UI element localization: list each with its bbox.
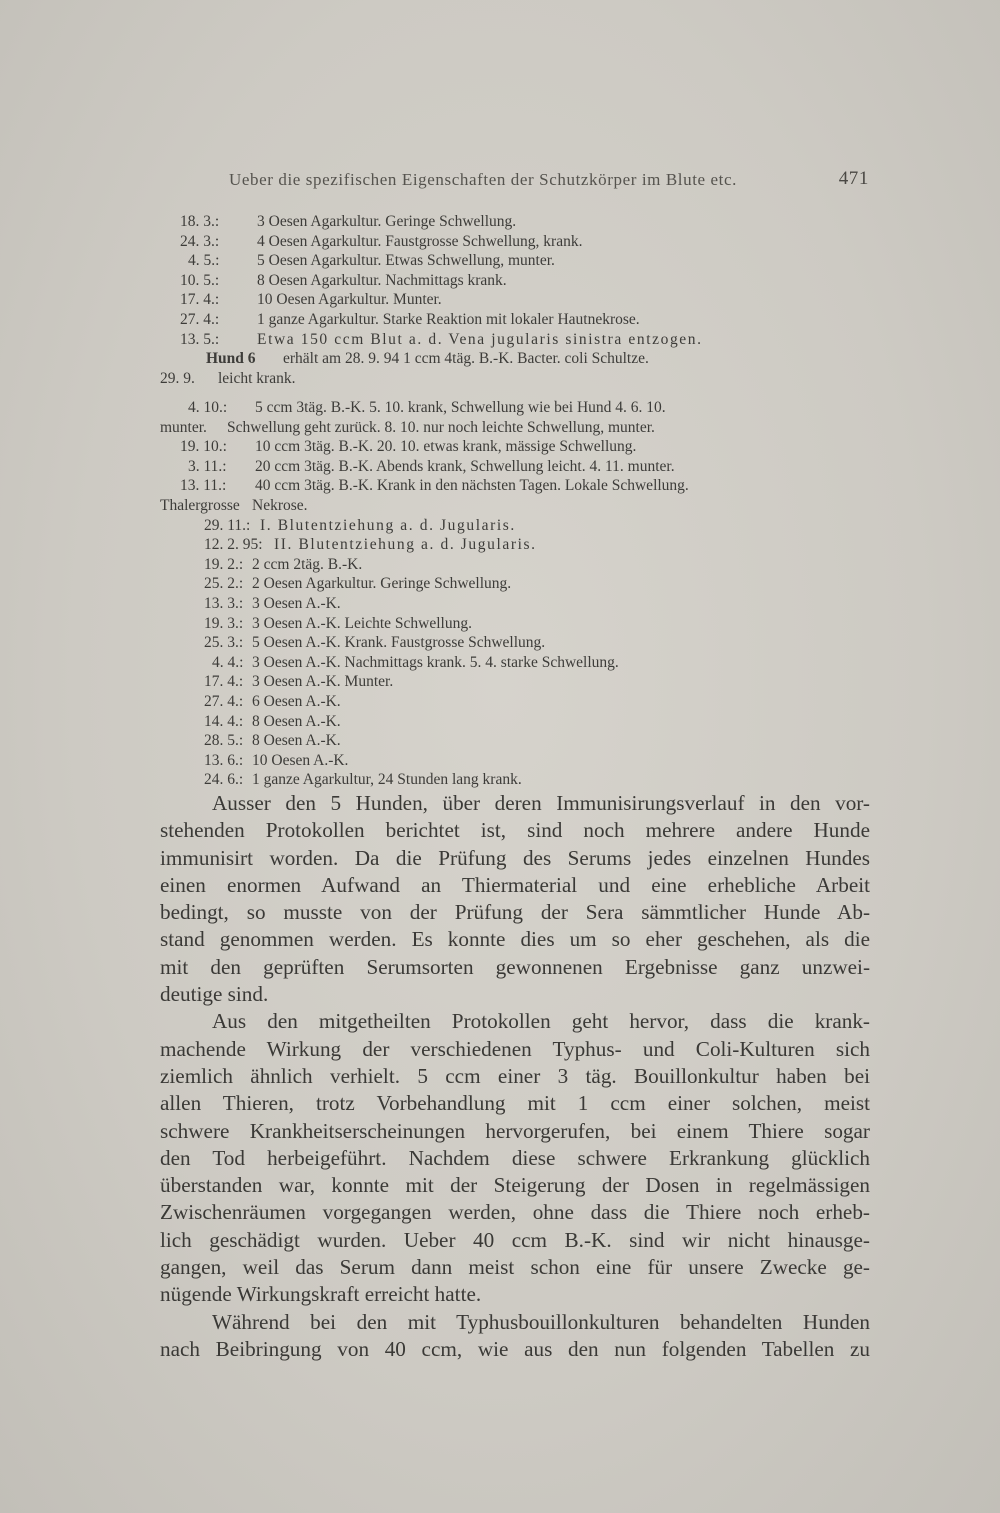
entry-date: Thalergrosse [160, 497, 240, 514]
entry-text: leicht krank. [218, 369, 296, 387]
text-line: deutige sind. [160, 982, 269, 1007]
entry-date: 29. 9. [160, 369, 195, 387]
paragraph [160, 1309, 870, 1364]
entry-date: 27. 4.: [204, 693, 244, 710]
entry-text: Nekrose. [252, 497, 308, 514]
entry-date: 19. 10.: [180, 438, 227, 456]
entry-date: 4. 4.: [212, 653, 244, 671]
text-line: Aus den mitgetheilten Protokollen geht hervor, dass die krank- [212, 1009, 870, 1034]
entry-text: Schwellung geht zurück. 8. 10. nur noch leichte Schwellung, munter. [227, 418, 655, 436]
text-line: nach Beibringung von 40 ccm, wie aus den nun folgenden Tabellen zu [160, 1336, 870, 1361]
entry-text: I. Blutentziehung a. d. Jugularis. [260, 516, 516, 534]
entry-text: Etwa 150 ccm Blut a. d. Vena jugularis sinistra entzogen. [257, 330, 703, 348]
entry-date: 12. 2. 95: [204, 536, 263, 554]
entry-date: 4. 5.: [188, 252, 220, 270]
entry-text: 10 ccm 3täg. B.-K. 20. 10. etwas krank, mässige Schwellung. [255, 438, 637, 456]
page-number: 471 [838, 168, 869, 189]
text-line: überstanden war, konnte mit der Steigerung der Dosen in regelmässigen [160, 1173, 870, 1198]
running-title: Ueber die spezifischen Eigenschaften der Schutzkörper im Blute etc. [229, 170, 737, 189]
entry-text: 2 Oesen Agarkultur. Geringe Schwellung. [252, 575, 512, 593]
entry-text: II. Blutentziehung a. d. Jugularis. [274, 536, 537, 554]
entry-date: 13. 5.: [180, 330, 220, 348]
entry-text: 5 ccm 3täg. B.-K. 5. 10. krank, Schwellung wie bei Hund 4. 6. 10. [255, 399, 666, 416]
text-line: den Tod herbeigeführt. Nachdem diese schwere Erkrankung glücklich [160, 1145, 870, 1170]
paragraph [160, 790, 870, 1008]
entry-date: 19. 2.: [204, 555, 244, 573]
entry-text: 5 Oesen A.-K. Krank. Faustgrosse Schwellung. [252, 634, 546, 652]
text-line: gangen, weil das Serum dann meist schon eine für unsere Zwecke ge- [160, 1255, 870, 1280]
text-line: lich geschädigt wurden. Ueber 40 ccm B.-K. sind wir nicht hinausge- [160, 1227, 870, 1252]
entry-date: 24. 3.: [180, 232, 220, 250]
text-line: stehenden Protokollen berichtet ist, sind noch mehrere andere Hunde [160, 818, 870, 843]
entry-text: 8 Oesen A.-K. [252, 732, 341, 750]
entry-text: 3 Oesen Agarkultur. Geringe Schwellung. [257, 213, 517, 230]
text-line: immunisirt worden. Da die Prüfung des Serums jedes einzelnen Hundes [160, 845, 870, 870]
entry-date: 24. 6.: [204, 771, 244, 789]
entry-text: 6 Oesen A.-K. [252, 693, 341, 710]
text-line: bedingt, so musste von der Prüfung der Sera sämmtlicher Hunde Ab- [160, 900, 870, 925]
entry-date: 29. 11.: [204, 516, 251, 534]
text-line: Während bei den mit Typhusbouillonkulturen behandelten Hunden [212, 1309, 870, 1334]
entry-text: 1 ganze Agarkultur. Starke Reaktion mit lokaler Hautnekrose. [257, 311, 640, 328]
entry-text: 4 Oesen Agarkultur. Faustgrosse Schwellung, krank. [257, 232, 583, 250]
text-line: einen enormen Aufwand an Thiermaterial und eine erhebliche Arbeit [160, 872, 870, 897]
entry-text: 5 Oesen Agarkultur. Etwas Schwellung, munter. [257, 252, 555, 270]
text-line: mit den geprüften Serumsorten gewonnenen Ergebnisse ganz unzwei- [160, 954, 870, 979]
entry-text: 20 ccm 3täg. B.-K. Abends krank, Schwellung leicht. 4. 11. munter. [255, 457, 675, 475]
text-line: allen Thieren, trotz Vorbehandlung mit 1 ccm einer solchen, meist [160, 1091, 870, 1116]
entry-date: 28. 5.: [204, 732, 244, 750]
entry-date: 25. 2.: [204, 575, 244, 593]
entry-date: munter. [160, 418, 207, 436]
text-line: Zwischenräumen vorgegangen werden, ohne dass die Thiere noch erheb- [160, 1200, 870, 1225]
entry-text: 3 Oesen A.-K. Leichte Schwellung. [252, 614, 472, 632]
entry-date: 19. 3.: [204, 614, 244, 632]
entry-date: 27. 4.: [180, 311, 220, 328]
text-line: ziemlich ähnlich verhielt. 5 ccm einer 3 täg. Bouillonkultur haben bei [160, 1063, 870, 1088]
entry-text: 3 Oesen A.-K. Nachmittags krank. 5. 4. starke Schwellung. [252, 653, 619, 671]
entry-date: 25. 3.: [204, 634, 244, 652]
entry-date: 3. 11.: [188, 457, 227, 475]
entry-date: 17. 4.: [204, 673, 244, 691]
body-text [160, 790, 870, 1363]
entry-text: 40 ccm 3täg. B.-K. Krank in den nächsten Tagen. Lokale Schwellung. [255, 477, 689, 495]
entry-text: 2 ccm 2täg. B.-K. [252, 555, 363, 573]
text-line: schwere Krankheitserscheinungen hervorgerufen, bei einem Thiere sogar [160, 1118, 870, 1143]
entry-text: 10 Oesen Agarkultur. Munter. [257, 291, 442, 309]
entry-date: 10. 5.: [180, 271, 220, 289]
text-line: machende Wirkung der verschiedenen Typhus- und Coli-Kulturen sich [160, 1036, 870, 1061]
entry-text: 3 Oesen A.-K. Munter. [252, 673, 394, 691]
entry-text: 3 Oesen A.-K. [252, 595, 341, 612]
entry-date: 4. 10.: [188, 399, 228, 416]
entry-text: 10 Oesen A.-K. [252, 751, 349, 769]
entry-date: 14. 4.: [204, 712, 244, 730]
entry-date: 13. 11.: [180, 477, 227, 495]
entry-date: 13. 3.: [204, 595, 244, 612]
entry-text: 8 Oesen A.-K. [252, 712, 341, 730]
entry-date: Hund 6 [206, 350, 256, 368]
entry-date: 18. 3.: [180, 213, 220, 230]
text-line: Ausser den 5 Hunden, über deren Immunisirungsverlauf in den vor- [212, 791, 870, 815]
entry-text: 8 Oesen Agarkultur. Nachmittags krank. [257, 271, 507, 289]
text-line: nügende Wirkungskraft erreicht hatte. [160, 1282, 482, 1307]
paragraph [160, 1008, 870, 1308]
text-line: stand genommen werden. Es konnte dies um so eher geschehen, als die [160, 927, 870, 952]
entry-text: 1 ganze Agarkultur, 24 Stunden lang krank. [252, 771, 522, 789]
entry-date: 17. 4.: [180, 291, 220, 309]
entry-date: 13. 6.: [204, 751, 244, 769]
entry-text: erhält am 28. 9. 94 1 ccm 4täg. B.-K. Bacter. coli Schultze. [283, 350, 649, 368]
running-header [229, 170, 869, 190]
